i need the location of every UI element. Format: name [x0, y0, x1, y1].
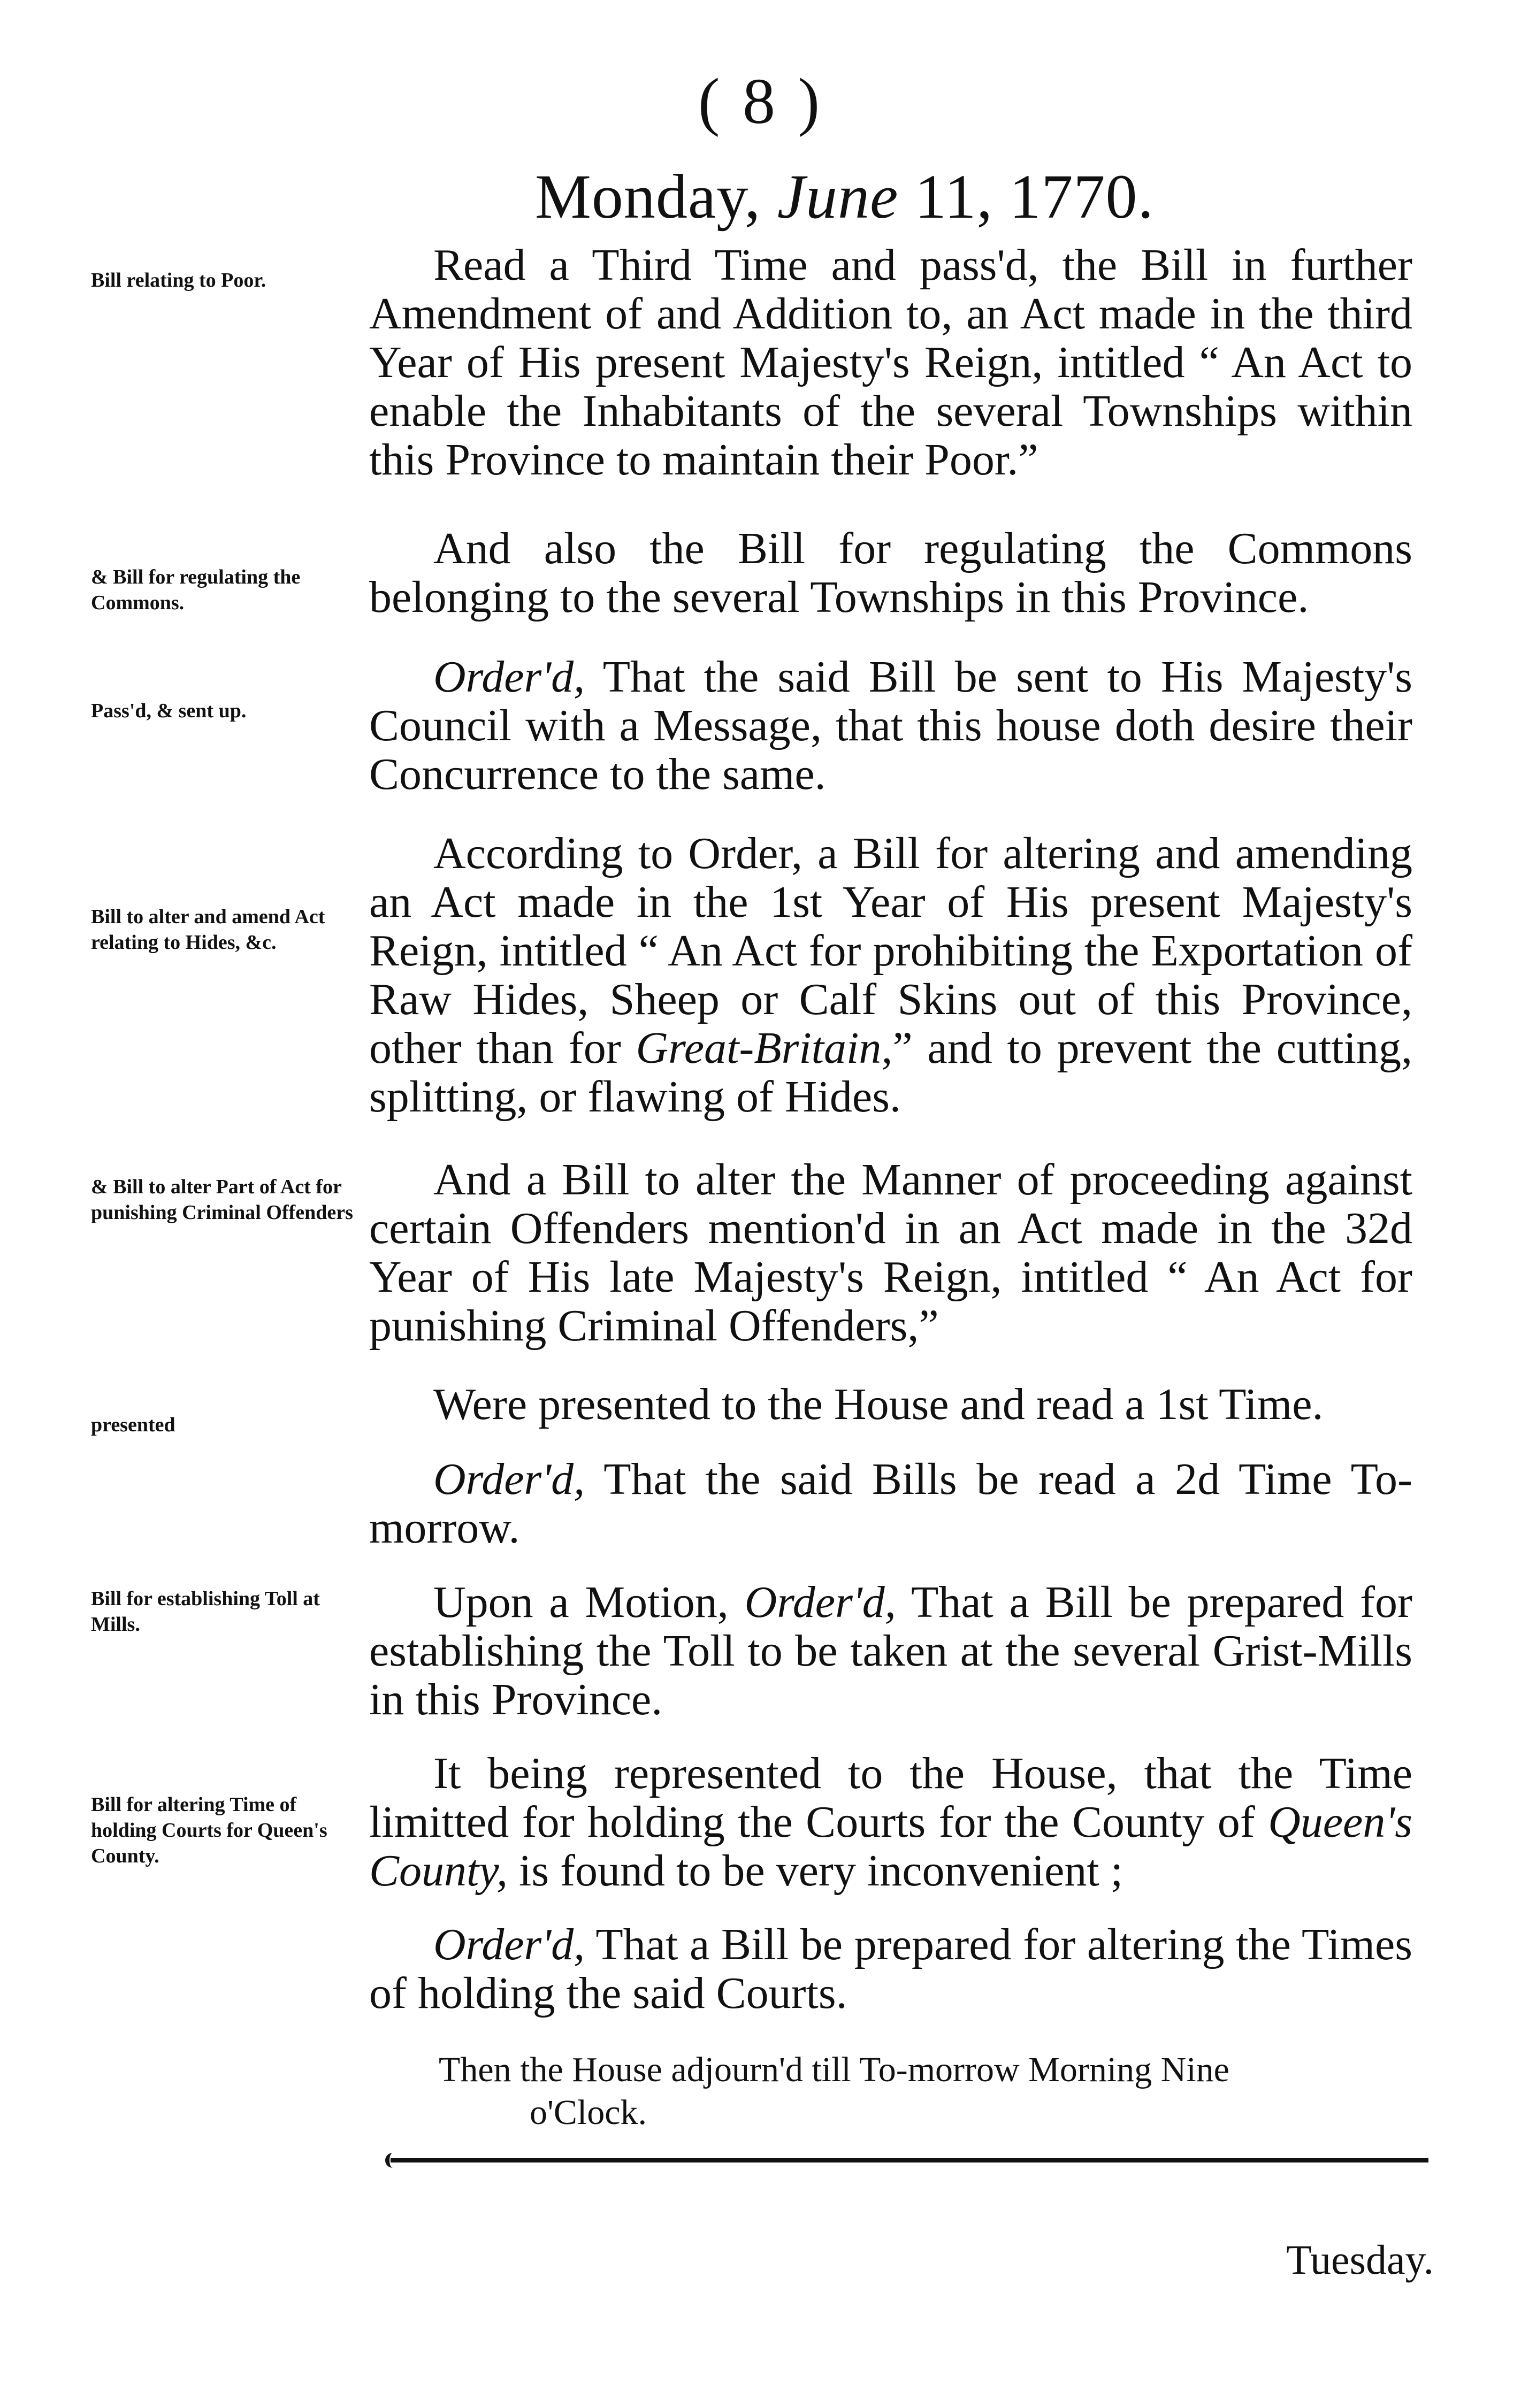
- paragraph-commons-bill: [369, 524, 1412, 622]
- section-rule: [391, 2158, 1428, 2162]
- paragraph-text: That a Bill be prepared for altering the Times of holding the said Courts.: [369, 1920, 1412, 2018]
- paragraph-text: is found to be very inconvenient ;: [508, 1846, 1123, 1896]
- great-britain-text: Great-Britain,: [636, 1023, 893, 1073]
- paragraph-courts-representation: [369, 1749, 1412, 1895]
- margin-note-poor-bill: Bill relating to Poor.: [91, 269, 266, 292]
- paragraph-text: It being represented to the House, that the Time limitted for holding the Courts for the County of: [369, 1749, 1412, 1847]
- margin-note-courts-bill: Bill for altering Time of holding Courts for Queen's County.: [91, 1793, 327, 1867]
- paragraph-text: ” and to prevent the cutting, splitting, or flawing of Hides.: [369, 1023, 1412, 1122]
- margin-note-toll-bill: Bill for establishing Toll at Mills.: [91, 1588, 320, 1636]
- paragraph-text: That the said Bill be sent to His Majesty's Council with a Message, that this house doth desire their Concurrence to the same.: [369, 652, 1412, 799]
- paragraph-text: And also the Bill for regulating the Commons belonging to the several Townships in this Province.: [369, 524, 1412, 622]
- date-rest: 11, 1770.: [914, 162, 1155, 232]
- paragraph-second-reading: [369, 1455, 1412, 1552]
- paragraph-text: Were presented to the House and read a 1st Time.: [433, 1379, 1324, 1429]
- date-heading: [535, 160, 1337, 233]
- margin-note-commons-bill: & Bill for regulating the Commons.: [91, 566, 301, 614]
- ordered-text: Order'd,: [433, 1454, 585, 1504]
- queens-county-text: Queen's County,: [369, 1797, 1412, 1896]
- margin-note-passed-sent-up: Pass'd, & sent up.: [91, 700, 247, 722]
- catchword: Tuesday.: [1286, 2236, 1434, 2283]
- page-number: ( 8 ): [698, 65, 823, 137]
- paragraph-text: That a Bill be prepared for establishing the Toll to be taken at the several Grist-Mills in this Province.: [369, 1577, 1412, 1724]
- ordered-text: Order'd,: [433, 1920, 585, 1969]
- paragraph-presented: [369, 1380, 1412, 1429]
- margin-note-hides-bill: Bill to alter and amend Act relating to Hides, &c.: [91, 906, 325, 954]
- paragraph-sent-to-council: [369, 653, 1412, 799]
- ordered-text: Order'd,: [744, 1577, 896, 1627]
- paragraph-text: And a Bill to alter the Manner of proceeding against certain Offenders mention'd in an Act made in the 32d Year of His late Majesty's Reign, intitled “ An Act for punishing Criminal Offenders,”: [369, 1155, 1412, 1351]
- margin-note-presented: presented: [91, 1414, 175, 1436]
- paragraph-text: Read a Third Time and pass'd, the Bill in further Amendment of and Addition to, an Act made in the third Year of His present Majesty's Reign, intitled “ An Act to enable the Inhabitants of the several Townships within this Province to maintain their Poor.”: [369, 240, 1412, 485]
- date-month: June: [777, 162, 899, 232]
- adjournment-line-2: o'Clock.: [530, 2093, 647, 2132]
- paragraph-text: According to Order, a Bill for altering and amending an Act made in the 1st Year of His present Majesty's Reign, intitled “ An Act for prohibiting the Exportation of Raw Hides, Sheep or Calf Skins out of this Province, other than for: [369, 829, 1412, 1073]
- paragraph-text: Upon a Motion,: [433, 1577, 745, 1627]
- paragraph-poor-bill: [369, 241, 1412, 484]
- ordered-text: Order'd,: [433, 652, 585, 702]
- paragraph-criminal-offenders-bill: [369, 1155, 1412, 1350]
- adjournment-note: [439, 2049, 1412, 2134]
- date-day: Monday,: [535, 162, 761, 232]
- paragraph-courts-bill: [369, 1920, 1412, 2018]
- paragraph-hides-bill: [369, 829, 1412, 1121]
- adjournment-line-1: Then the House adjourn'd till To-morrow Morning Nine: [439, 2050, 1229, 2089]
- paragraph-toll-bill: [369, 1578, 1412, 1724]
- paragraph-text: That the said Bills be read a 2d Time To-morrow.: [369, 1454, 1412, 1553]
- margin-note-criminal-offenders-bill: & Bill to alter Part of Act for punishing Criminal Offenders: [91, 1176, 353, 1224]
